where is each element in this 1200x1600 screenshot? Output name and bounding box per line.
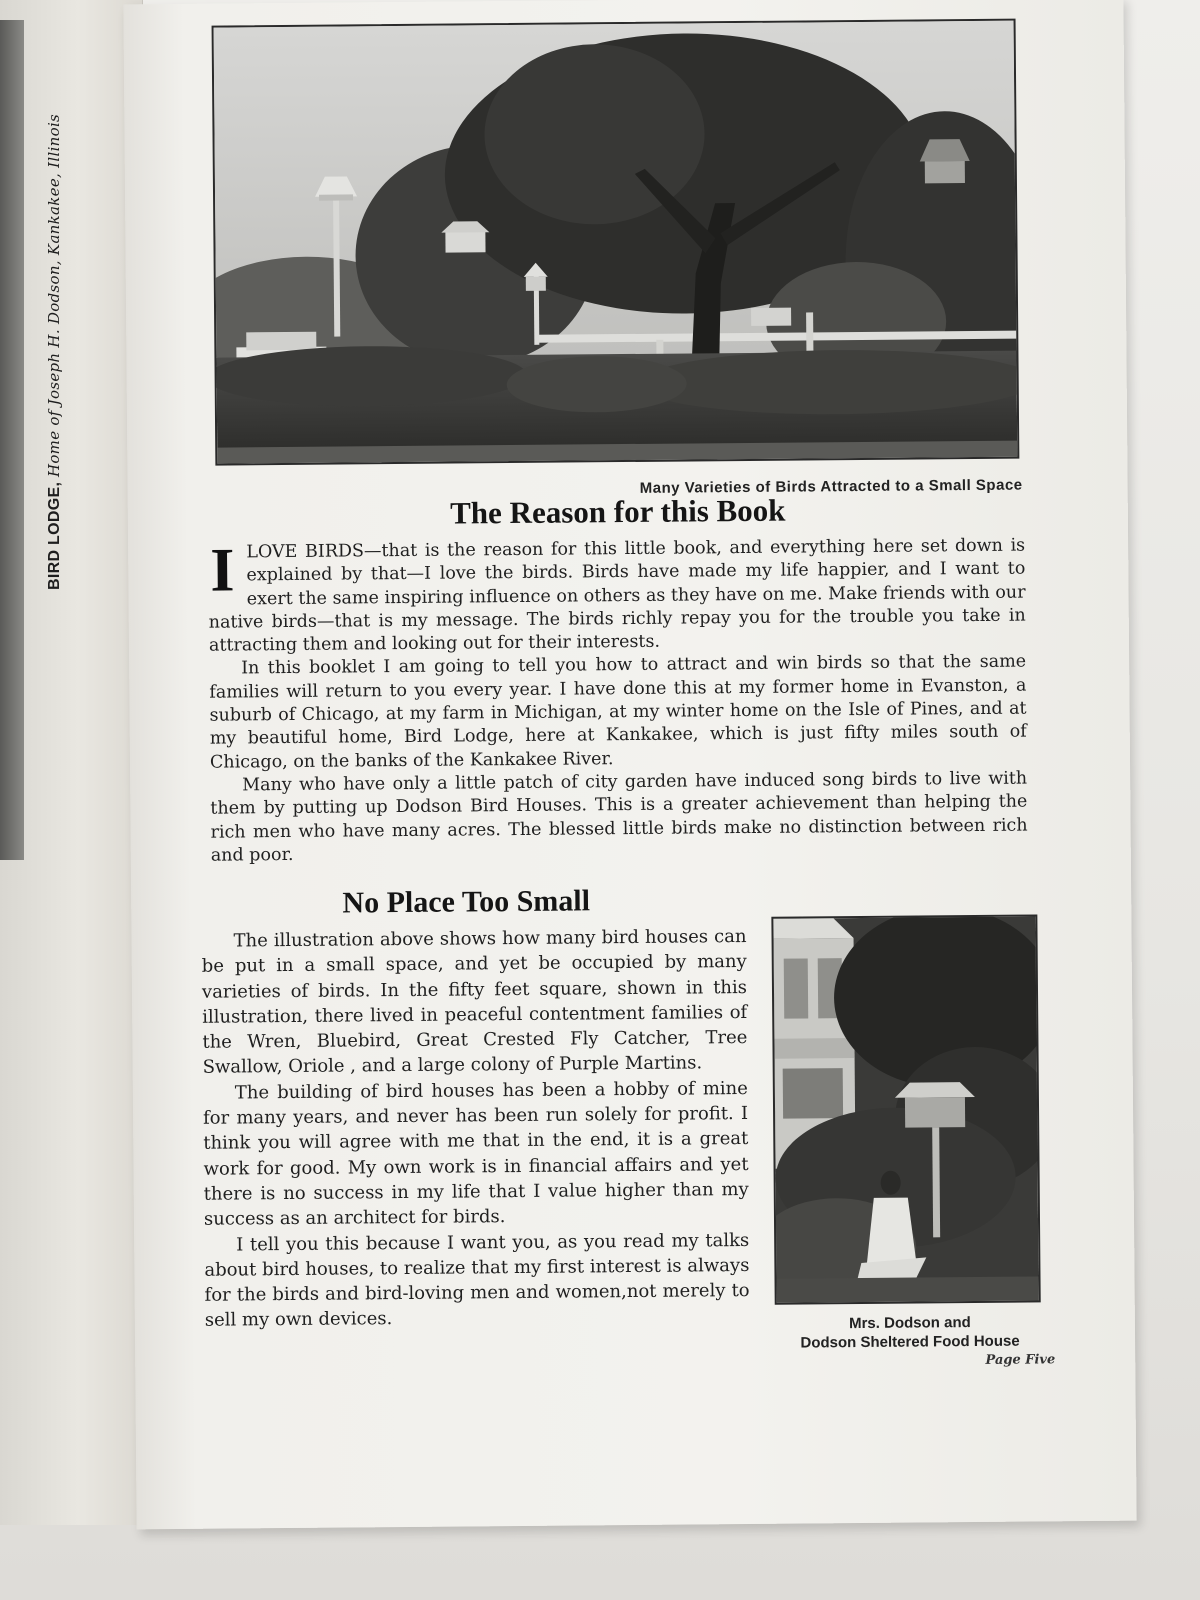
garden-photo (212, 19, 1020, 466)
food-house-photo-illustration (773, 916, 1038, 1302)
drop-cap: I (210, 536, 235, 605)
paragraph: The illustration above shows how many bird houses can be put in a small space, and yet be occupied by many varieties of birds. In the fifty feet square, shown in this illustration, there lived in peaceful contentment families of the Wren, Bluebird, Great Crested Fly Catcher, Tree Swallow, Oriole , and a large colony of Purple Martins. (201, 925, 748, 1079)
food-house-caption-line2: Dodson Sheltered Food House (800, 1332, 1020, 1352)
garden-photo-caption: Many Varieties of Birds Attracted to a Small Space (639, 476, 1023, 497)
paragraph: The building of bird houses has been a hobby of mine for many years, and never has been run solely for profit. I think you will agree with me that in the end, it is a great work for good. My own work is in financial affairs and yet there is no success in my life that I value higher than my success as an architect for birds. (202, 1077, 749, 1231)
paragraph: I tell you this because I want you, as you read my talks about bird houses, to realize that my first interest is always for the birds and bird-loving men and women,not merely to sell my own devices. (204, 1229, 750, 1332)
booklet-page (123, 0, 1136, 1529)
section-no-place-body (201, 924, 750, 1333)
spine-caption-rest: Home of Joseph H. Dodson, Kankakee, Illinois (45, 113, 63, 478)
paragraph: In this booklet I am going to tell you how to attract and win birds so that the same families will return to you every year. I have done this at my former home in Evanston, a suburb of Chicago, at my farm in Michigan, at my winter home on the Isle of Pines, and at my beautiful home, Bird Lodge, here at Kankakee, which is just fifty miles south of Chicago, on the banks of the Kankakee River. (209, 652, 1027, 773)
food-house-caption-line1: Mrs. Dodson and (848, 1314, 971, 1333)
paragraph: ILOVE BIRDS—that is the reason for this little book, and everything here set down is explained by that—I love the birds. Birds have made my life happier, and I want to exert the same inspiring influence on others as they have on me. Make friends with our native birds—that is my message. The birds richly repay you for the trouble you take in attracting them and looking out for their interests. (208, 535, 1026, 656)
garden-photo-illustration (214, 21, 1018, 464)
previous-page (0, 0, 143, 1525)
section-reason-body (208, 535, 1028, 868)
previous-page-photo-edge (0, 20, 24, 860)
food-house-photo (771, 914, 1040, 1304)
section-title-no-place: No Place Too Small (342, 884, 591, 920)
spine-caption-main: BIRD LODGE, (46, 481, 63, 590)
spine-caption (38, 30, 64, 590)
page-number: Page Five (985, 1352, 1056, 1368)
food-house-caption (765, 1312, 1055, 1353)
paragraph: Many who have only a little patch of city garden have induced song birds to live with them by putting up Dodson Bird Houses. This is a greater achievement than helping the rich men who have many acres. The blessed little birds make no distinction between rich and poor. (210, 768, 1028, 866)
section-title-reason: The Reason for this Book (450, 492, 786, 531)
